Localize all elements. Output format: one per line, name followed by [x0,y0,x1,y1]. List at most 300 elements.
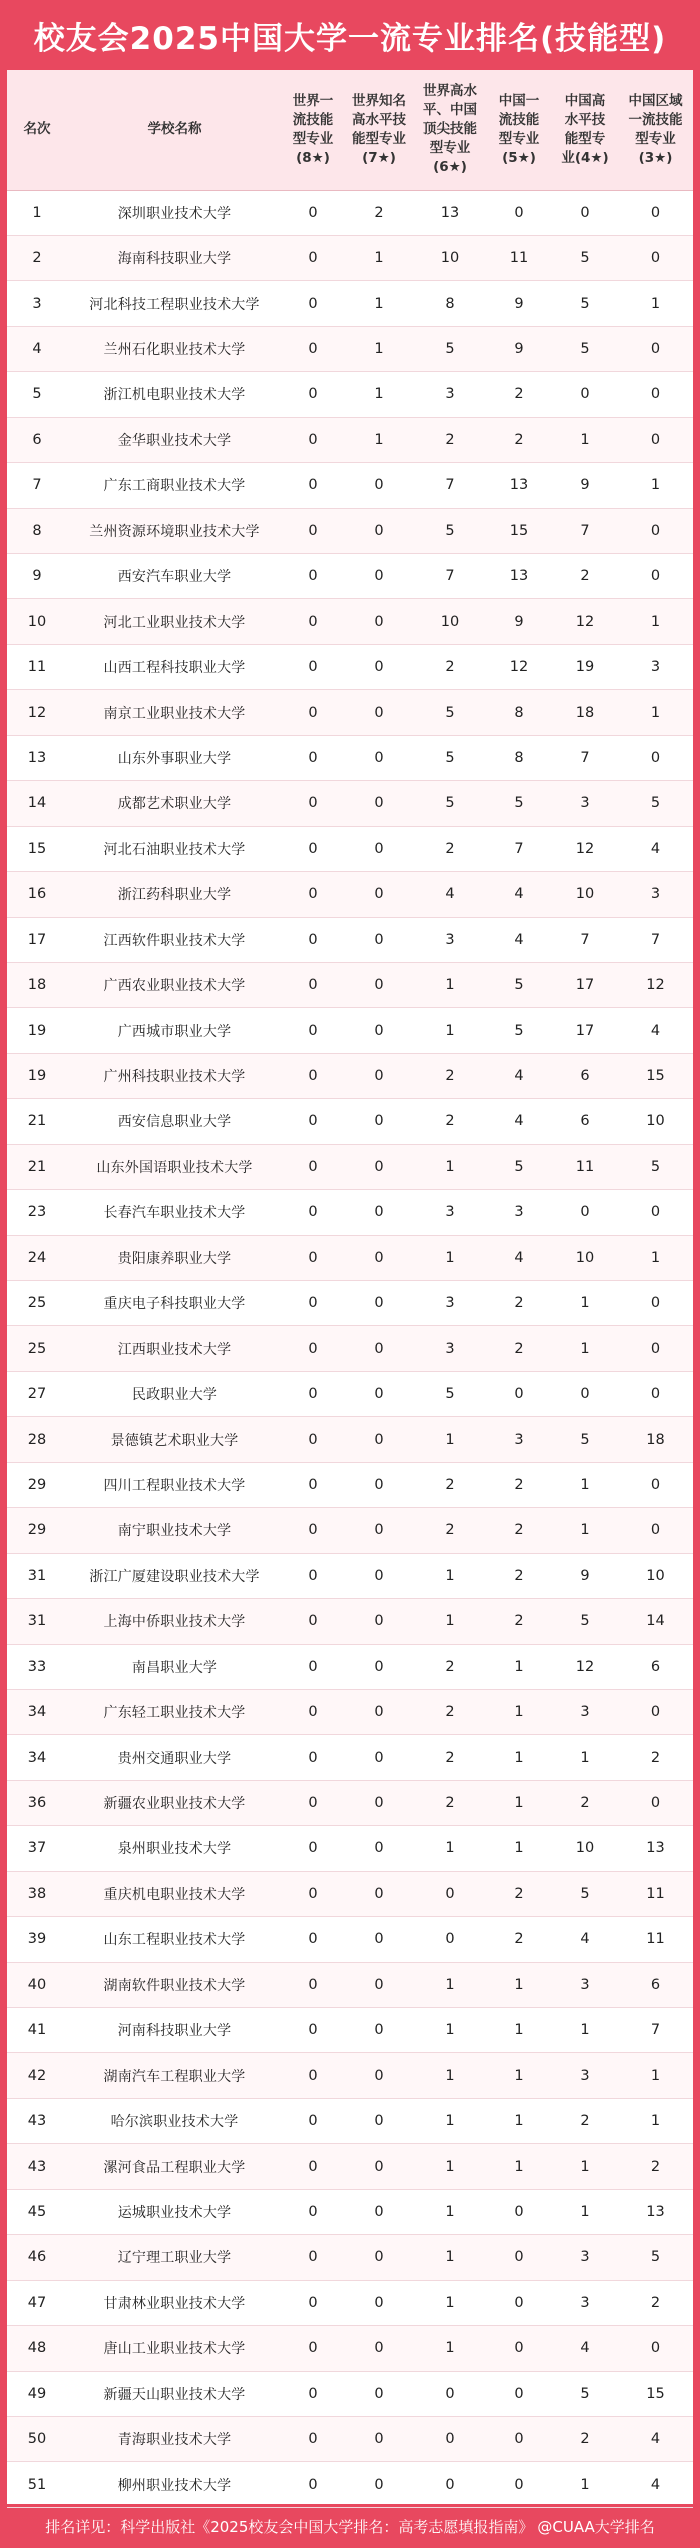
header-china-regional: 中国区域 一流技能 型专业 (3★) [618,70,693,190]
count-cell: 1 [650,2113,661,2130]
count-cell: 0 [374,1068,384,1085]
count-cell: 5 [445,749,455,766]
count-cell: 11 [575,1158,595,1175]
count-cell: 2 [445,1113,455,1130]
table-row [7,2235,693,2280]
count-cell: 0 [308,477,318,494]
count-cell: 0 [374,1976,384,1993]
rank-cell: 42 [27,2067,47,2084]
count-cell: 5 [445,704,455,721]
count-cell: 0 [374,522,384,539]
count-cell: 4 [650,840,661,857]
school-name-cell: 唐山工业职业技术大学 [103,2341,246,2358]
table-row [7,1735,693,1780]
count-cell: 0 [374,1522,384,1539]
count-cell: 0 [308,2431,318,2448]
count-cell: 5 [650,1158,661,1175]
school-name-cell: 漯河食品工程职业大学 [103,2159,246,2176]
count-cell: 1 [514,2113,524,2130]
count-cell: 1 [445,1249,455,1266]
table-row [7,1462,693,1507]
count-cell: 0 [650,1204,661,1221]
count-cell: 0 [650,522,661,539]
rank-cell: 50 [27,2431,47,2448]
count-cell: 5 [580,2385,590,2402]
count-cell: 0 [308,1931,318,1948]
count-cell: 0 [374,2158,384,2175]
count-cell: 13 [646,2203,665,2220]
school-name-cell: 新疆天山职业技术大学 [103,2386,246,2403]
count-cell: 2 [445,1749,455,1766]
count-cell: 18 [646,1431,665,1448]
count-cell: 2 [445,1795,455,1812]
count-cell: 1 [445,1567,455,1584]
count-cell: 0 [514,1386,524,1403]
count-cell: 1 [374,431,384,448]
count-cell: 1 [514,2067,524,2084]
count-cell: 10 [646,1567,665,1584]
count-cell: 2 [514,386,524,403]
count-cell: 1 [580,1749,590,1766]
count-cell: 5 [580,1885,590,1902]
table-row [7,690,693,735]
count-cell: 7 [580,931,590,948]
count-cell: 4 [650,1022,661,1039]
count-cell: 18 [575,704,595,721]
count-cell: 3 [580,1704,590,1721]
count-cell: 1 [514,1795,524,1812]
count-cell: 1 [374,295,384,312]
rank-cell: 19 [27,1068,47,1085]
count-cell: 0 [514,2340,524,2357]
count-cell: 0 [308,2113,318,2130]
school-name-cell: 江西软件职业技术大学 [103,932,246,949]
table-row [7,2462,693,2507]
count-cell: 0 [445,1931,455,1948]
count-cell: 1 [374,386,384,403]
count-cell: 0 [308,1340,318,1357]
count-cell: 0 [374,1158,384,1175]
count-cell: 11 [509,250,529,267]
rank-cell: 10 [27,613,47,630]
rank-cell: 4 [32,341,42,358]
table-row [7,599,693,644]
count-cell: 5 [580,1613,590,1630]
count-cell: 0 [308,204,318,221]
table-row [7,2189,693,2234]
count-cell: 5 [445,795,455,812]
count-cell: 0 [374,1840,384,1857]
count-cell: 3 [445,1340,455,1357]
rank-cell: 34 [27,1749,47,1766]
count-cell: 1 [650,1249,661,1266]
school-name-cell: 浙江药科职业大学 [117,887,232,904]
count-cell: 0 [374,1749,384,1766]
table-row [7,190,693,235]
header-china-high-level: 中国高 水平技 能型专 业(4★) [552,70,618,190]
count-cell: 0 [374,795,384,812]
table-row [7,1508,693,1553]
rank-cell: 1 [32,204,42,221]
count-cell: 0 [374,1567,384,1584]
table-row [7,1053,693,1098]
school-name-cell: 广东工商职业技术大学 [103,478,246,495]
count-cell: 5 [580,341,590,358]
table-row [7,644,693,689]
count-cell: 2 [650,2294,661,2311]
count-cell: 3 [445,931,455,948]
count-cell: 3 [580,2249,590,2266]
count-cell: 0 [308,2203,318,2220]
count-cell: 4 [514,1113,524,1130]
rank-cell: 27 [27,1386,47,1403]
page-title: 校友会2025中国大学一流专业排名(技能型) [33,20,667,57]
count-cell: 4 [445,886,455,903]
rank-cell: 5 [32,386,42,403]
count-cell: 2 [445,431,455,448]
count-cell: 0 [650,1295,661,1312]
count-cell: 5 [580,1431,590,1448]
count-cell: 0 [374,1204,384,1221]
rank-cell: 38 [27,1885,47,1902]
count-cell: 2 [514,1567,524,1584]
table-row [7,1644,693,1689]
count-cell: 3 [650,659,661,676]
school-name-cell: 河北科技工程职业技术大学 [89,296,260,313]
rank-cell: 28 [27,1431,47,1448]
table-row [7,826,693,871]
school-name-cell: 湖南汽车工程职业大学 [103,2068,246,2085]
rank-cell: 41 [27,2022,47,2039]
count-cell: 1 [445,2294,455,2311]
count-cell: 1 [445,2067,455,2084]
count-cell: 3 [580,795,590,812]
count-cell: 2 [514,1340,524,1357]
count-cell: 1 [445,2340,455,2357]
rank-cell: 17 [27,931,47,948]
count-cell: 0 [374,477,384,494]
table-row [7,1826,693,1871]
school-name-cell: 泉州职业技术大学 [117,1841,232,1858]
rank-cell: 21 [27,1113,47,1130]
count-cell: 0 [445,2476,455,2493]
count-cell: 0 [514,2431,524,2448]
count-cell: 1 [445,2113,455,2130]
count-cell: 2 [514,1931,524,1948]
count-cell: 0 [308,2249,318,2266]
count-cell: 7 [650,2022,661,2039]
count-cell: 2 [445,1658,455,1675]
count-cell: 4 [580,2340,590,2357]
count-cell: 0 [374,1658,384,1675]
count-cell: 0 [308,1431,318,1448]
count-cell: 0 [514,2249,524,2266]
count-cell: 15 [646,2385,665,2402]
school-name-cell: 广东轻工职业技术大学 [103,1705,246,1722]
header-rank: 名次 [7,70,67,190]
table-row [7,2371,693,2416]
count-cell: 0 [308,1295,318,1312]
count-cell: 0 [308,886,318,903]
count-cell: 6 [580,1113,590,1130]
count-cell: 1 [514,2022,524,2039]
count-cell: 3 [580,2067,590,2084]
school-name-cell: 柳州职业技术大学 [117,2477,232,2494]
school-name-cell: 新疆农业职业技术大学 [103,1796,246,1813]
count-cell: 12 [509,659,529,676]
count-cell: 1 [514,1704,524,1721]
count-cell: 2 [514,1613,524,1630]
school-name-cell: 上海中侨职业技术大学 [103,1614,246,1631]
count-cell: 0 [374,1295,384,1312]
rank-cell: 18 [27,977,47,994]
rank-cell: 37 [27,1840,47,1857]
count-cell: 0 [514,2294,524,2311]
count-cell: 0 [374,1704,384,1721]
count-cell: 0 [650,341,661,358]
count-cell: 0 [374,2067,384,2084]
count-cell: 0 [308,1386,318,1403]
rank-cell: 40 [27,1976,47,1993]
count-cell: 0 [308,386,318,403]
count-cell: 15 [646,1068,665,1085]
count-cell: 4 [650,2476,661,2493]
school-name-cell: 山东外事职业大学 [117,750,232,767]
count-cell: 0 [374,2385,384,2402]
count-cell: 3 [514,1204,524,1221]
count-cell: 0 [308,613,318,630]
count-cell: 1 [580,2022,590,2039]
count-cell: 12 [575,1658,595,1675]
count-cell: 0 [650,386,661,403]
count-cell: 5 [514,977,524,994]
count-cell: 2 [650,2158,661,2175]
school-name-cell: 西安汽车职业大学 [117,569,232,586]
count-cell: 0 [308,2022,318,2039]
school-name-cell: 西安信息职业大学 [117,1114,232,1131]
count-cell: 0 [308,1658,318,1675]
count-cell: 0 [308,295,318,312]
count-cell: 5 [445,341,455,358]
count-cell: 1 [650,477,661,494]
count-cell: 2 [580,2113,590,2130]
count-cell: 0 [308,2067,318,2084]
rank-cell: 46 [27,2249,47,2266]
count-cell: 0 [308,931,318,948]
count-cell: 0 [514,2203,524,2220]
count-cell: 0 [308,1022,318,1039]
ranking-table-body [7,190,693,2507]
count-cell: 0 [650,204,661,221]
count-cell: 1 [445,2249,455,2266]
count-cell: 0 [374,1386,384,1403]
count-cell: 0 [650,749,661,766]
count-cell: 5 [514,1022,524,1039]
count-cell: 3 [514,1431,524,1448]
count-cell: 7 [445,568,455,585]
school-name-cell: 成都艺术职业大学 [117,796,232,813]
count-cell: 0 [308,2385,318,2402]
count-cell: 9 [580,477,590,494]
rank-cell: 31 [27,1613,47,1630]
count-cell: 5 [514,1158,524,1175]
ranking-table-container [7,70,693,2504]
header-china-first-class: 中国一 流技能 型专业 (5★) [486,70,552,190]
count-cell: 0 [374,1931,384,1948]
count-cell: 13 [509,568,529,585]
school-name-cell: 四川工程职业技术大学 [103,1477,246,1494]
school-name-cell: 重庆机电职业技术大学 [103,1886,246,1903]
count-cell: 2 [445,840,455,857]
count-cell: 0 [308,1113,318,1130]
school-name-cell: 湖南软件职业技术大学 [103,1977,246,1994]
count-cell: 0 [374,2113,384,2130]
count-cell: 0 [308,431,318,448]
count-cell: 1 [445,977,455,994]
school-name-cell: 贵州交通职业大学 [117,1750,232,1767]
count-cell: 0 [650,250,661,267]
table-row [7,417,693,462]
count-cell: 1 [580,1340,590,1357]
count-cell: 5 [650,795,661,812]
count-cell: 14 [646,1613,665,1630]
table-row [7,1599,693,1644]
count-cell: 0 [308,1840,318,1857]
count-cell: 0 [580,1204,590,1221]
table-row [7,2280,693,2325]
count-cell: 0 [445,1885,455,1902]
count-cell: 7 [514,840,524,857]
table-row [7,235,693,280]
count-cell: 0 [308,568,318,585]
count-cell: 0 [308,1976,318,1993]
count-cell: 0 [308,1795,318,1812]
count-cell: 0 [374,1022,384,1039]
count-cell: 1 [445,1431,455,1448]
table-row [7,1099,693,1144]
count-cell: 0 [374,886,384,903]
count-cell: 1 [374,341,384,358]
count-cell: 2 [445,1704,455,1721]
count-cell: 3 [445,1295,455,1312]
table-row [7,1326,693,1371]
count-cell: 1 [445,2022,455,2039]
count-cell: 0 [374,2294,384,2311]
count-cell: 0 [374,2431,384,2448]
count-cell: 3 [580,1976,590,1993]
count-cell: 0 [308,1704,318,1721]
table-row [7,872,693,917]
rank-cell: 21 [27,1158,47,1175]
count-cell: 2 [514,431,524,448]
count-cell: 9 [514,613,524,630]
footer-watermark: @CUAA大学排名 [537,2517,655,2536]
rank-cell: 33 [27,1658,47,1675]
count-cell: 10 [575,1840,595,1857]
count-cell: 0 [374,749,384,766]
count-cell: 9 [514,295,524,312]
count-cell: 0 [374,659,384,676]
table-row [7,1144,693,1189]
count-cell: 5 [445,1386,455,1403]
school-name-cell: 民政职业大学 [131,1387,218,1404]
count-cell: 0 [374,2340,384,2357]
count-cell: 0 [308,1476,318,1493]
table-row [7,1371,693,1416]
count-cell: 0 [650,431,661,448]
count-cell: 3 [580,2294,590,2311]
count-cell: 10 [440,613,460,630]
rank-cell: 34 [27,1704,47,1721]
count-cell: 4 [580,1931,590,1948]
count-cell: 1 [445,1976,455,1993]
header-school-name: 学校名称 [67,70,282,190]
count-cell: 17 [575,1022,595,1039]
count-cell: 0 [650,1386,661,1403]
footer-source-note [0,2504,700,2548]
count-cell: 13 [440,204,460,221]
rank-cell: 3 [32,295,42,312]
count-cell: 1 [580,431,590,448]
table-row [7,1871,693,1916]
count-cell: 0 [514,2476,524,2493]
count-cell: 0 [374,2203,384,2220]
count-cell: 0 [374,1795,384,1812]
count-cell: 5 [445,522,455,539]
count-cell: 7 [580,522,590,539]
count-cell: 0 [374,1476,384,1493]
count-cell: 1 [580,1522,590,1539]
rank-cell: 25 [27,1340,47,1357]
count-cell: 0 [308,659,318,676]
table-row [7,463,693,508]
rank-cell: 25 [27,1295,47,1312]
count-cell: 0 [374,840,384,857]
count-cell: 4 [514,886,524,903]
count-cell: 13 [509,477,529,494]
count-cell: 0 [650,1795,661,1812]
count-cell: 6 [650,1976,661,1993]
rank-cell: 2 [32,250,42,267]
count-cell: 10 [646,1113,665,1130]
count-cell: 7 [445,477,455,494]
count-cell: 2 [650,1749,661,1766]
count-cell: 0 [308,840,318,857]
count-cell: 0 [374,2249,384,2266]
count-cell: 15 [509,522,529,539]
table-row [7,1417,693,1462]
count-cell: 0 [374,1885,384,1902]
count-cell: 1 [445,1022,455,1039]
count-cell: 1 [580,2476,590,2493]
school-name-cell: 南京工业职业技术大学 [103,705,246,722]
count-cell: 0 [514,204,524,221]
school-name-cell: 青海职业技术大学 [117,2432,232,2449]
rank-cell: 29 [27,1522,47,1539]
count-cell: 10 [575,1249,595,1266]
count-cell: 0 [374,568,384,585]
count-cell: 1 [650,2067,661,2084]
count-cell: 0 [374,2022,384,2039]
rank-cell: 15 [27,840,47,857]
count-cell: 8 [514,704,524,721]
count-cell: 2 [514,1522,524,1539]
rank-cell: 12 [27,704,47,721]
count-cell: 0 [308,1204,318,1221]
count-cell: 1 [445,2203,455,2220]
table-row [7,735,693,780]
rank-cell: 19 [27,1022,47,1039]
